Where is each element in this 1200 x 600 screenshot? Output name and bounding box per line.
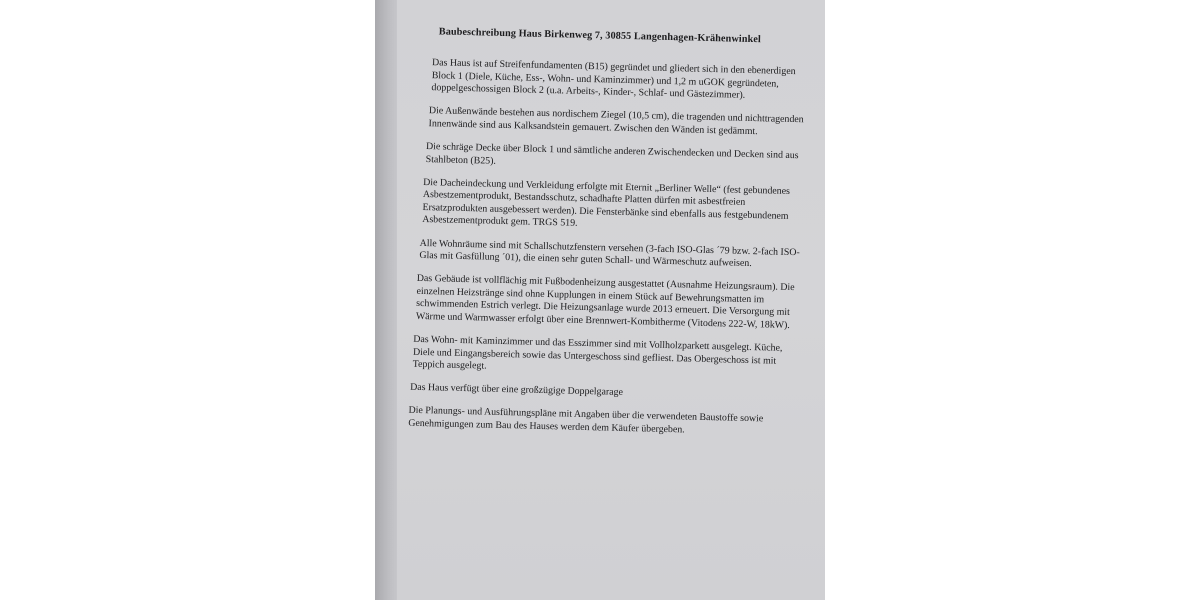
paragraph-garage: Das Haus verfügt über eine großzügige Doppelgarage — [410, 382, 624, 399]
document-text — [408, 26, 810, 450]
paragraph-plans: Die Planungs- und Ausführungspläne mit Angaben über die verwendeten Baustoffe sowie Genehmigungen zum Bau des Hauses werden dem Käufer übergeben. — [408, 405, 764, 436]
document-sheet — [397, 0, 825, 600]
paragraph-flooring: Das Wohn- mit Kaminzimmer und das Esszimmer sind mit Vollholzparkett ausgelegt. Küche, Diele und Eingangsbereich sowie das Untergeschoss sind gefliest. Das Obergeschoss ist mit Teppich ausgelegt. — [412, 333, 783, 372]
paragraph-windows: Alle Wohnräume sind mit Schallschutzfenstern versehen (3-fach ISO-Glas ´79 bzw. 2-fach ISO-Glas mit Gasfüllung ´01), die einen sehr guten Schall- und Wärmeschutz aufweisen. — [419, 237, 800, 270]
paragraph-walls: Die Außenwände bestehen aus nordischem Ziegel (10,5 cm), die tragenden und nichttragenden Innenwände sind aus Kalksandstein gemauert. Zwischen den Wänden ist gedämmt. — [428, 105, 804, 138]
document-title: Baubeschreibung Haus Birkenweg 7, 30855 Langenhagen-Krähenwinkel — [438, 26, 761, 46]
page-edge — [375, 0, 398, 600]
document-photo — [375, 0, 825, 600]
paragraph-heating: Das Gebäude ist vollflächig mit Fußbodenheizung ausgestattet (Ausnahme Heizungsraum). Die einzelnen Heizstränge sind ohne Kupplungen in einem Stück auf Bewehrungsmatten im schwimmenden Estrich verlegt. Die Heizungsanlage wurde 2013 erneuert. Die Versorgung mit Wärme und Warmwasser erfolgt über eine Brennwert-Kombitherme (Vitodens 222-W, 18kW). — [415, 273, 795, 332]
paragraph-roof: Die Dacheindeckung und Verkleidung erfolgte mit Eternit „Berliner Welle“ (fest gebundenes Asbestzementprodukt, Bestandsschutz, schadhafte Platten dürfen mit asbestfreien Ersatzprodukten ausgebessert werden). Die Fensterbänke sind ebenfalls aus festgebundenem Asbestzementprodukt gem. TRGS 519. — [422, 176, 791, 230]
paragraph-foundation: Das Haus ist auf Streifenfundamenten (B15) gegründet und gliedert sich in den ebenerdigen Block 1 (Diele, Küche, Ess-, Wohn- und Kaminzimmer) und 1,2 m uGOK gegründeten, doppelgeschossigen Block 2 (u.a. Arbeits-, Kinder-, Schlaf- und Gästezimmer). — [431, 57, 796, 102]
paragraph-ceilings: Die schräge Decke über Block 1 und sämtliche anderen Zwischendecken und Decken sind aus Stahlbeton (B25). — [425, 141, 799, 167]
